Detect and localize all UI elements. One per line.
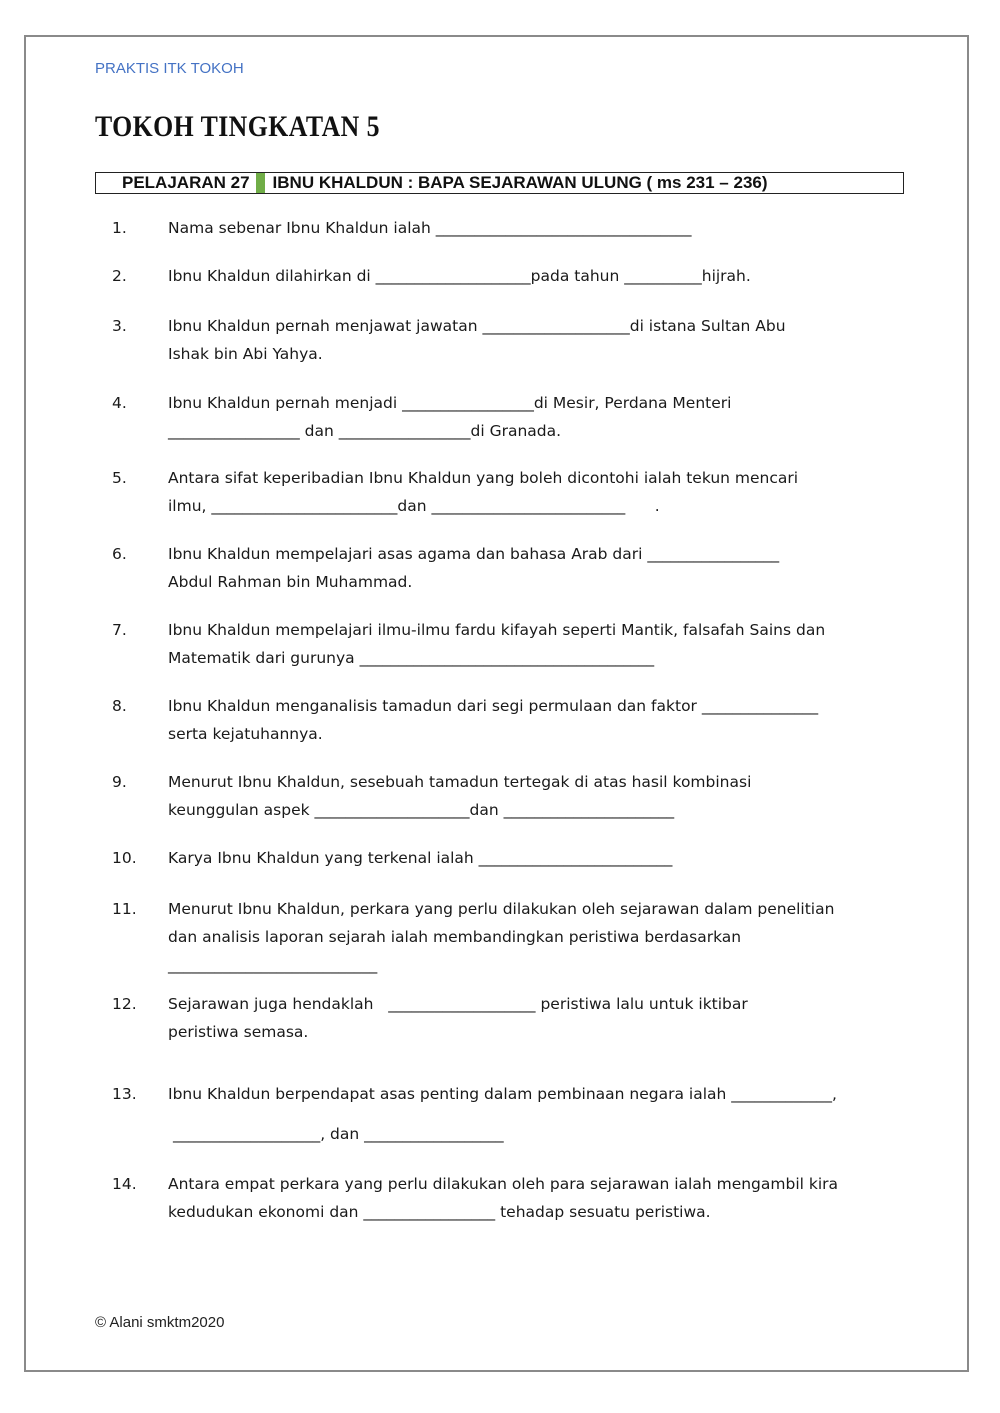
question-text: Ibnu Khaldun berpendapat asas penting dalam pembinaan negara ialah _____________,	[168, 1085, 837, 1103]
question-text: Ibnu Khaldun mempelajari asas agama dan bahasa Arab dari _________________ Abdul Rahman bin Muhammad.	[168, 545, 780, 591]
question-number: 2.	[112, 267, 127, 285]
question-number: 14.	[112, 1175, 137, 1193]
question-text: Ibnu Khaldun pernah menjadi _________________di Mesir, Perdana Menteri _________________ dan _________________di Granada.	[168, 394, 732, 440]
lesson-heading-box	[95, 172, 904, 194]
question-text: Karya Ibnu Khaldun yang terkenal ialah _________________________	[168, 849, 673, 867]
page-title: TOKOH TINGKATAN 5	[95, 110, 380, 143]
lesson-separator	[256, 173, 265, 193]
copyright-footer: © Alani smktm2020	[95, 1314, 225, 1331]
question-number: 5.	[112, 469, 127, 487]
lesson-number: PELAJARAN 27	[122, 173, 250, 192]
question-number: 3.	[112, 317, 127, 335]
question-text: Ibnu Khaldun menganalisis tamadun dari segi permulaan dan faktor _______________ serta kejatuhannya.	[168, 697, 819, 743]
question-text: Antara sifat keperibadian Ibnu Khaldun yang boleh dicontohi ialah tekun mencari ilmu, ________________________dan _________________________ .	[168, 469, 799, 515]
question-number: 1.	[112, 219, 127, 237]
question-number: 11.	[112, 900, 137, 918]
question-text: Menurut Ibnu Khaldun, sesebuah tamadun tertegak di atas hasil kombinasi keunggulan aspek ____________________dan ______________________	[168, 773, 752, 819]
question-text: Ibnu Khaldun mempelajari ilmu-ilmu fardu kifayah seperti Mantik, falsafah Sains dan Matematik dari gurunya ______________________________________	[168, 621, 826, 667]
question-text: Sejarawan juga hendaklah ___________________ peristiwa lalu untuk iktibar peristiwa semasa.	[168, 995, 748, 1041]
question-text: Nama sebenar Ibnu Khaldun ialah _________________________________	[168, 219, 692, 237]
question-number: 8.	[112, 697, 127, 715]
question-text: Ibnu Khaldun pernah menjawat jawatan ___________________di istana Sultan Abu Ishak bin Abi Yahya.	[168, 317, 786, 363]
question-number: 4.	[112, 394, 127, 412]
question-number: 13.	[112, 1085, 137, 1103]
lesson-topic: IBNU KHALDUN : BAPA SEJARAWAN ULUNG ( ms 231 – 236)	[272, 173, 768, 192]
question-number: 9.	[112, 773, 127, 791]
question-text: Ibnu Khaldun dilahirkan di ____________________pada tahun __________hijrah.	[168, 267, 751, 285]
question-number: 10.	[112, 849, 137, 867]
question-number: 7.	[112, 621, 127, 639]
question-text: ___________________, dan __________________	[168, 1125, 504, 1143]
question-text: Menurut Ibnu Khaldun, perkara yang perlu dilakukan oleh sejarawan dalam penelitian dan analisis laporan sejarah ialah membandingkan peristiwa berdasarkan ___________________________	[168, 900, 835, 974]
question-number: 6.	[112, 545, 127, 563]
worksheet-header: PRAKTIS ITK TOKOH	[95, 60, 244, 77]
question-number: 12.	[112, 995, 137, 1013]
question-text: Antara empat perkara yang perlu dilakukan oleh para sejarawan ialah mengambil kira kedudukan ekonomi dan _________________ tehadap sesuatu peristiwa.	[168, 1175, 839, 1221]
